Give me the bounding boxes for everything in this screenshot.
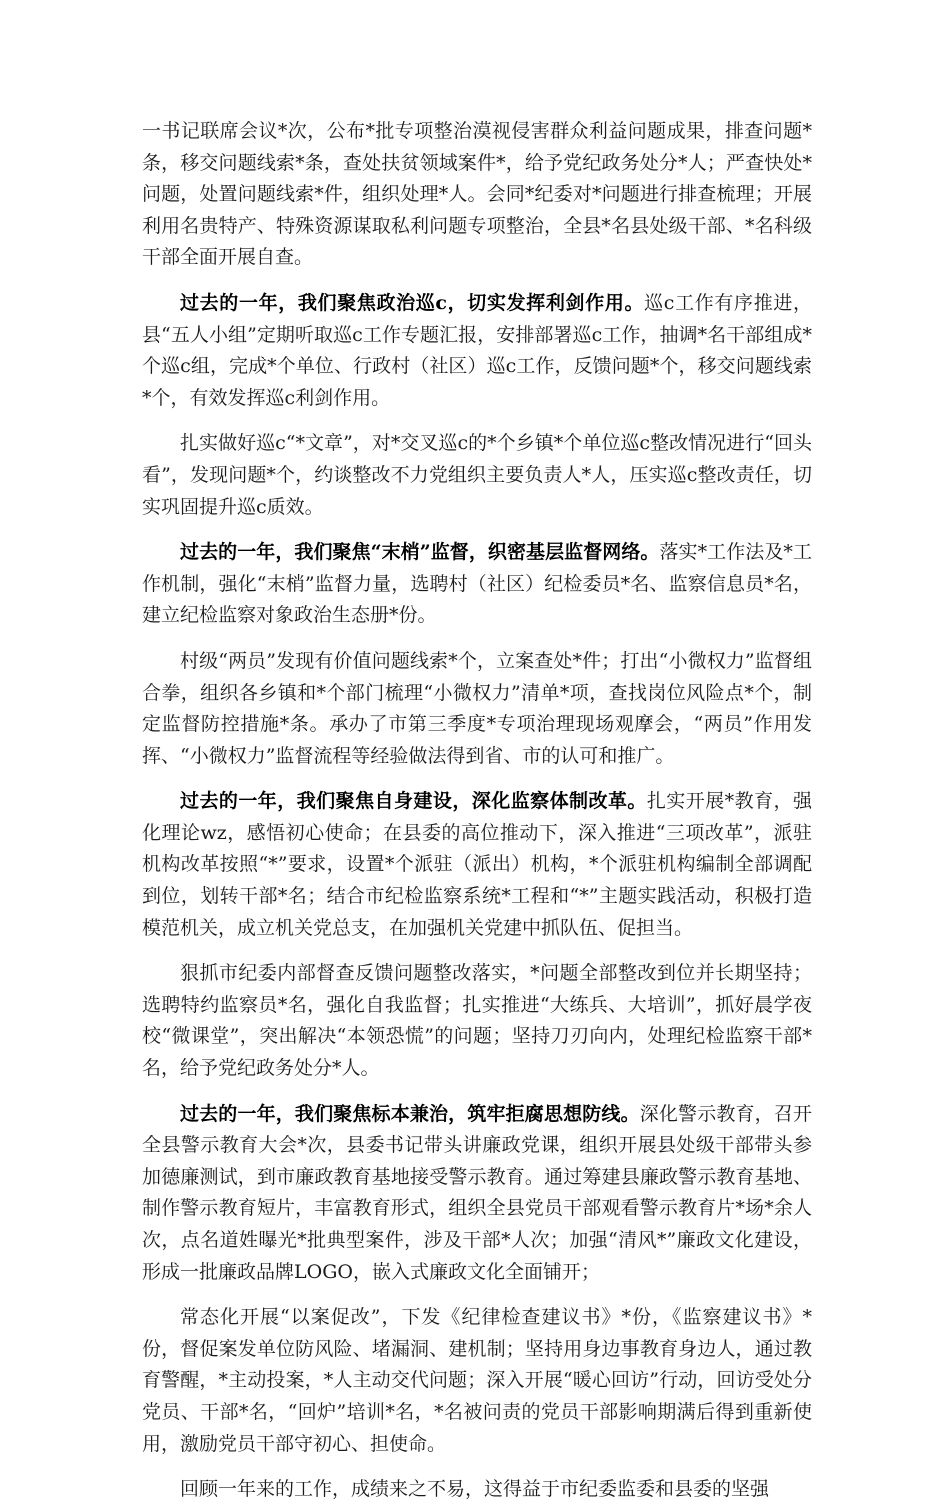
paragraph-lead: 过去的一年，我们聚焦标本兼治，筑牢拒腐思想防线。 (180, 1102, 640, 1125)
paragraph-2 (142, 288, 812, 414)
paragraph-body: 一书记联席会议*次，公布*批专项整治漠视侵害群众利益问题成果，排查问题*条，移交问题线索*条，查处扶贫领域案件*，给予党纪政务处分*人；严查快处*问题，处置问题线索*件，组织处理*人。会同*纪委对*问题进行排查梳理；开展利用名贵特产、特殊资源谋取私利问题专项整治，全县*名县处级干部、*名科级干部全面开展自查。 (142, 120, 812, 269)
paragraph-body: 常态化开展“以案促改”，下发《纪律检查建议书》*份，《监察建议书》*份，督促案发单位防风险、堵漏洞、建机制；坚持用身边事教育身边人，通过教育警醒，*主动投案，*人主动交代问题；深入开展“暖心回访”行动，回访受处分党员、干部*名，“回炉”培训*名，*名被问责的党员干部影响期满后得到重新使用，激励党员干部守初心、担使命。 (142, 1306, 812, 1455)
paragraph-9 (142, 1302, 812, 1460)
paragraph-3 (142, 428, 812, 523)
paragraph-body: 扎实做好巡c“*文章”，对*交叉巡c的*个乡镇*个单位巡c整改情况进行“回头看”，发现问题*个，约谈整改不力党组织主要负责人*人，压实巡c整改责任，切实巩固提升巡c质效。 (142, 432, 812, 518)
paragraph-8 (142, 1099, 812, 1289)
paragraph-body: 落实*工作法及*工作机制，强化“末梢”监督力量，选聘村（社区）纪检委员*名、监察信息员*名，建立纪检监察对象政治生态册*份。 (142, 541, 812, 627)
paragraph-4 (142, 537, 812, 632)
paragraph-body: 深化警示教育，召开全县警示教育大会*次，县委书记带头讲廉政党课，组织开展县处级干部带头参加德廉测试，到市廉政教育基地接受警示教育。通过筹建县廉政警示教育基地、制作警示教育短片，丰富教育形式，组织全县党员干部观看警示教育片*场*余人次，点名道姓曝光*批典型案件，涉及干部*人次；加强“清风*”廉政文化建设，形成一批廉政品牌LOGO，嵌入式廉政文化全面铺开； (142, 1102, 812, 1283)
paragraph-lead: 过去的一年，我们聚焦自身建设，深化监察体制改革。 (180, 790, 647, 813)
paragraph-body: 回顾一年来的工作，成绩来之不易，这得益于市纪委监委和县委的坚强 (180, 1478, 770, 1501)
document-page (142, 116, 812, 1506)
paragraph-body: 狠抓市纪委内部督查反馈问题整改落实，*问题全部整改到位并长期坚持；选聘特约监察员*名，强化自我监督；扎实推进“大练兵、大培训”，抓好晨学夜校“微课堂”，突出解决“本领恐慌”的问题；坚持刀刃向内，处理纪检监察干部*名，给予党纪政务处分*人。 (142, 962, 812, 1080)
paragraph-lead: 过去的一年，我们聚焦“末梢”监督，织密基层监督网络。 (180, 541, 660, 564)
paragraph-1 (142, 116, 812, 274)
paragraph-5 (142, 646, 812, 772)
paragraph-10 (142, 1474, 812, 1506)
paragraph-6 (142, 786, 812, 944)
paragraph-7 (142, 958, 812, 1084)
paragraph-body: 扎实开展*教育，强化理论wz，感悟初心使命；在县委的高位推动下，深入推进“三项改革”，派驻机构改革按照“*”要求，设置*个派驻（派出）机构，*个派驻机构编制全部调配到位，划转干部*名；结合市纪检监察系统*工程和“*”主题实践活动，积极打造模范机关，成立机关党总支，在加强机关党建中抓队伍、促担当。 (142, 790, 812, 939)
paragraph-body: 巡c工作有序推进，县“五人小组”定期听取巡c工作专题汇报，安排部署巡c工作，抽调*名干部组成*个巡c组，完成*个单位、行政村（社区）巡c工作，反馈问题*个，移交问题线索*个，有效发挥巡c利剑作用。 (142, 291, 812, 409)
paragraph-body: 村级“两员”发现有价值问题线索*个，立案查处*件；打出“小微权力”监督组合拳，组织各乡镇和*个部门梳理“小微权力”清单*项，查找岗位风险点*个，制定监督防控措施*条。承办了市第三季度*专项治理现场观摩会，“两员”作用发挥、“小微权力”监督流程等经验做法得到省、市的认可和推广。 (142, 649, 812, 767)
paragraph-lead: 过去的一年，我们聚焦政治巡c，切实发挥利剑作用。 (180, 291, 645, 314)
